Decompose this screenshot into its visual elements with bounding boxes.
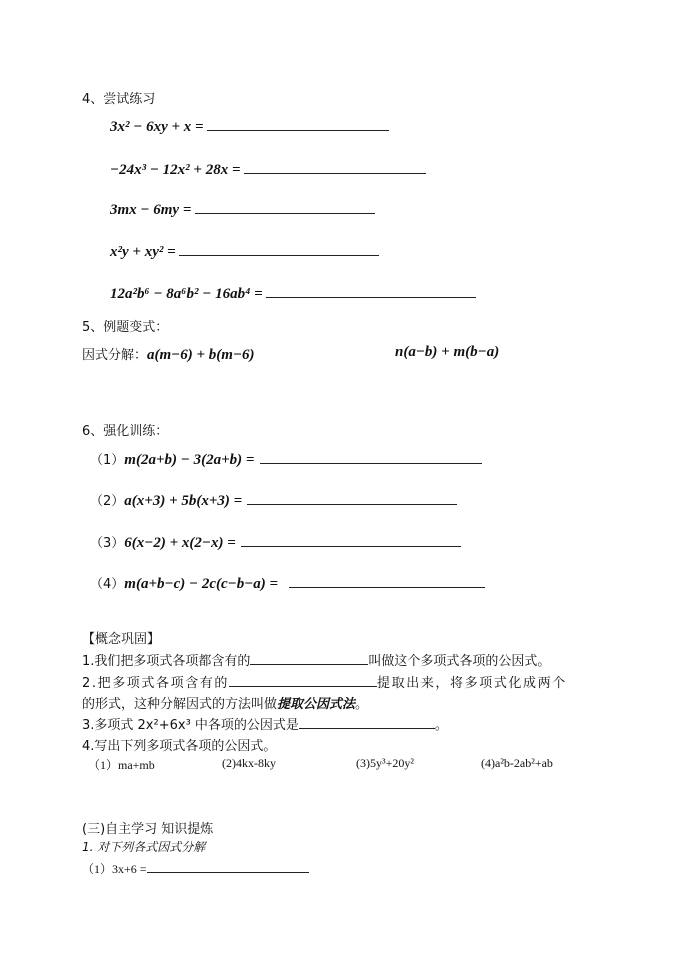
exercise-expression: x²y + xy² = bbox=[110, 244, 176, 260]
exercise-expression: 3mx − 6my = bbox=[110, 202, 192, 218]
option-4: (4)a²b-2ab²+ab bbox=[481, 756, 553, 770]
training-row bbox=[90, 532, 461, 552]
option-3: (3)5y³+20y² bbox=[356, 756, 414, 770]
item-number: （4） bbox=[90, 577, 125, 592]
section-heading-example: 5、例题变式： bbox=[82, 320, 169, 335]
exercise-row bbox=[110, 243, 379, 261]
concept-text: 3.多项式 2x²+6x³ 中各项的公因式是 bbox=[82, 718, 299, 733]
term-highlight: 提取公因式法 bbox=[277, 697, 356, 712]
exercise-expression: 12a²b⁶ − 8a⁶b² − 16ab⁴ = bbox=[110, 286, 263, 302]
answer-blank[interactable] bbox=[244, 161, 426, 174]
concept-line-1 bbox=[82, 650, 550, 669]
section-heading-training: 6、强化训练： bbox=[82, 424, 169, 439]
answer-blank[interactable] bbox=[241, 534, 461, 547]
concept-line-2 bbox=[82, 672, 567, 691]
answer-blank[interactable] bbox=[260, 451, 482, 464]
answer-blank[interactable] bbox=[179, 243, 379, 256]
concept-line-3 bbox=[82, 693, 368, 712]
concept-text: 的形式，这种分解因式的方法叫做 bbox=[82, 697, 278, 712]
example-row bbox=[82, 344, 255, 364]
answer-blank[interactable] bbox=[247, 492, 457, 505]
concept-text: 叫做这个多项式各项的公因式。 bbox=[368, 654, 551, 669]
concept-text: 提取出来，将多项式化成两个 bbox=[377, 676, 567, 691]
training-row bbox=[90, 449, 482, 469]
concept-text: 。 bbox=[434, 718, 448, 733]
exercise-expression: 3x² − 6xy + x = bbox=[110, 119, 204, 135]
exercise-row bbox=[110, 161, 426, 179]
concept-line-4 bbox=[82, 714, 448, 733]
exercise-row bbox=[110, 118, 389, 136]
exercise-expression: −24x³ − 12x² + 28x = bbox=[110, 162, 241, 178]
example-expression-1: a(m−6) + b(m−6) bbox=[147, 347, 255, 363]
training-expression: 6(x−2) + x(2−x) = bbox=[124, 535, 236, 551]
exercise-row bbox=[110, 201, 375, 219]
self-study-row bbox=[82, 858, 309, 877]
training-row bbox=[90, 573, 485, 593]
training-row bbox=[90, 490, 457, 510]
training-expression: m(2a+b) − 3(2a+b) = bbox=[124, 452, 255, 468]
exercise-row bbox=[110, 285, 476, 303]
answer-blank[interactable] bbox=[266, 285, 476, 298]
answer-blank[interactable] bbox=[207, 118, 389, 131]
concept-text: 1.我们把多项式各项都含有的 bbox=[82, 654, 251, 669]
option-2: (2)4kx-8ky bbox=[222, 756, 276, 770]
self-study-heading: (三)自主学习 知识提炼 bbox=[82, 822, 214, 837]
option-1: （1）ma+mb bbox=[88, 758, 155, 772]
answer-blank[interactable] bbox=[147, 860, 309, 873]
concept-text: 。 bbox=[355, 697, 369, 712]
concept-line-5: 4.写出下列多项式各项的公因式。 bbox=[82, 739, 277, 754]
answer-blank[interactable] bbox=[289, 575, 485, 588]
example-expression-2: n(a−b) + m(b−a) bbox=[395, 344, 500, 360]
concept-heading: 【概念巩固】 bbox=[82, 632, 161, 647]
item-number: （1） bbox=[90, 453, 125, 468]
section-heading-practice: 4、尝试练习 bbox=[82, 92, 156, 107]
answer-blank[interactable] bbox=[299, 716, 435, 729]
item-number: （3） bbox=[90, 536, 125, 551]
training-expression: m(a+b−c) − 2c(c−b−a) = bbox=[124, 576, 279, 592]
self-study-subheading: 1. 对下列各式因式分解 bbox=[82, 840, 206, 854]
example-prefix: 因式分解： bbox=[82, 348, 148, 363]
self-study-expression: （1）3x+6 = bbox=[82, 862, 147, 876]
item-number: （2） bbox=[90, 494, 125, 509]
concept-text: 2.把多项式各项含有的 bbox=[82, 676, 230, 691]
answer-blank[interactable] bbox=[250, 652, 368, 665]
answer-blank[interactable] bbox=[195, 201, 375, 214]
answer-blank[interactable] bbox=[229, 674, 377, 687]
training-expression: a(x+3) + 5b(x+3) = bbox=[124, 493, 243, 509]
